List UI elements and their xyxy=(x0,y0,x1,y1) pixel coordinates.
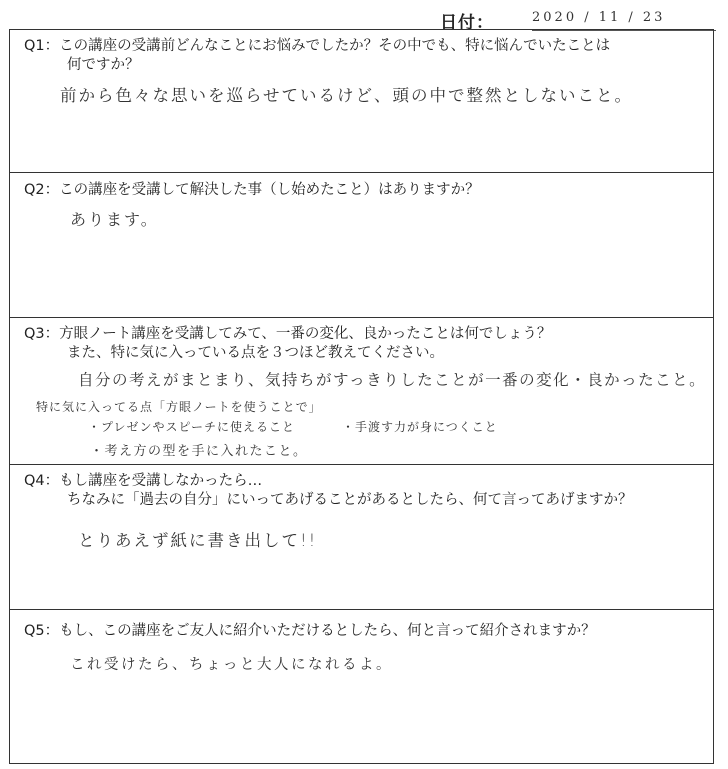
answer-q3-point-2: ・手渡す力が身につくこと xyxy=(342,420,498,434)
answer-q5: これ受けたら、ちょっと大人になれるよ。 xyxy=(70,657,393,673)
answer-q3-point-3: ・考え方の型を手に入れたこと。 xyxy=(90,444,308,459)
question-box-q3 xyxy=(10,318,713,465)
answer-q3-favorite-intro: 特に気に入ってる点「方眼ノートを使うことで」 xyxy=(36,400,322,414)
date-value: 2020 / 11 / 23 xyxy=(532,10,666,25)
answer-q1: 前から色々な思いを巡らせているけど、頭の中で整然としないこと。 xyxy=(60,86,634,105)
answer-q3-point-1: ・プレゼンやスピーチに使えること xyxy=(88,420,296,434)
question-q5-line1: Q5：もし、この講座をご友人に紹介いただけるとしたら、何と言って紹介されますか？ xyxy=(24,623,596,639)
survey-sheet xyxy=(9,29,714,764)
answer-q4: とりあえず紙に書き出して!! xyxy=(78,531,318,550)
question-q2-line1: Q2：この講座を受講して解決した事（し始めたこと）はありますか？ xyxy=(24,182,480,198)
date-label: 日付： xyxy=(440,13,494,33)
question-q4-line1: Q4：もし講座を受講しなかったら… xyxy=(24,473,263,489)
question-q1-line2: 何ですか？ xyxy=(67,57,140,73)
question-box-q1 xyxy=(10,30,713,173)
answer-q3-main: 自分の考えがまとまり、気持ちがすっきりしたことが一番の変化・良かったこと。 xyxy=(78,371,707,389)
question-box-q5 xyxy=(10,610,713,763)
question-box-q4 xyxy=(10,465,713,610)
question-q1-line1: Q1：この講座の受講前どんなことにお悩みでしたか？その中でも、特に悩んでいたことは xyxy=(24,38,611,54)
answer-q2: あります。 xyxy=(70,210,159,229)
question-q3-line1: Q3：方眼ノート講座を受講してみて、一番の変化、良かったことは何でしょう？ xyxy=(24,326,552,342)
question-q3-line2: また、特に気に入っている点を３つほど教えてください。 xyxy=(67,345,444,361)
question-q4-line2: ちなみに「過去の自分」にいってあげることがあるとしたら、何て言ってあげますか？ xyxy=(67,492,633,508)
question-box-q2 xyxy=(10,173,713,318)
